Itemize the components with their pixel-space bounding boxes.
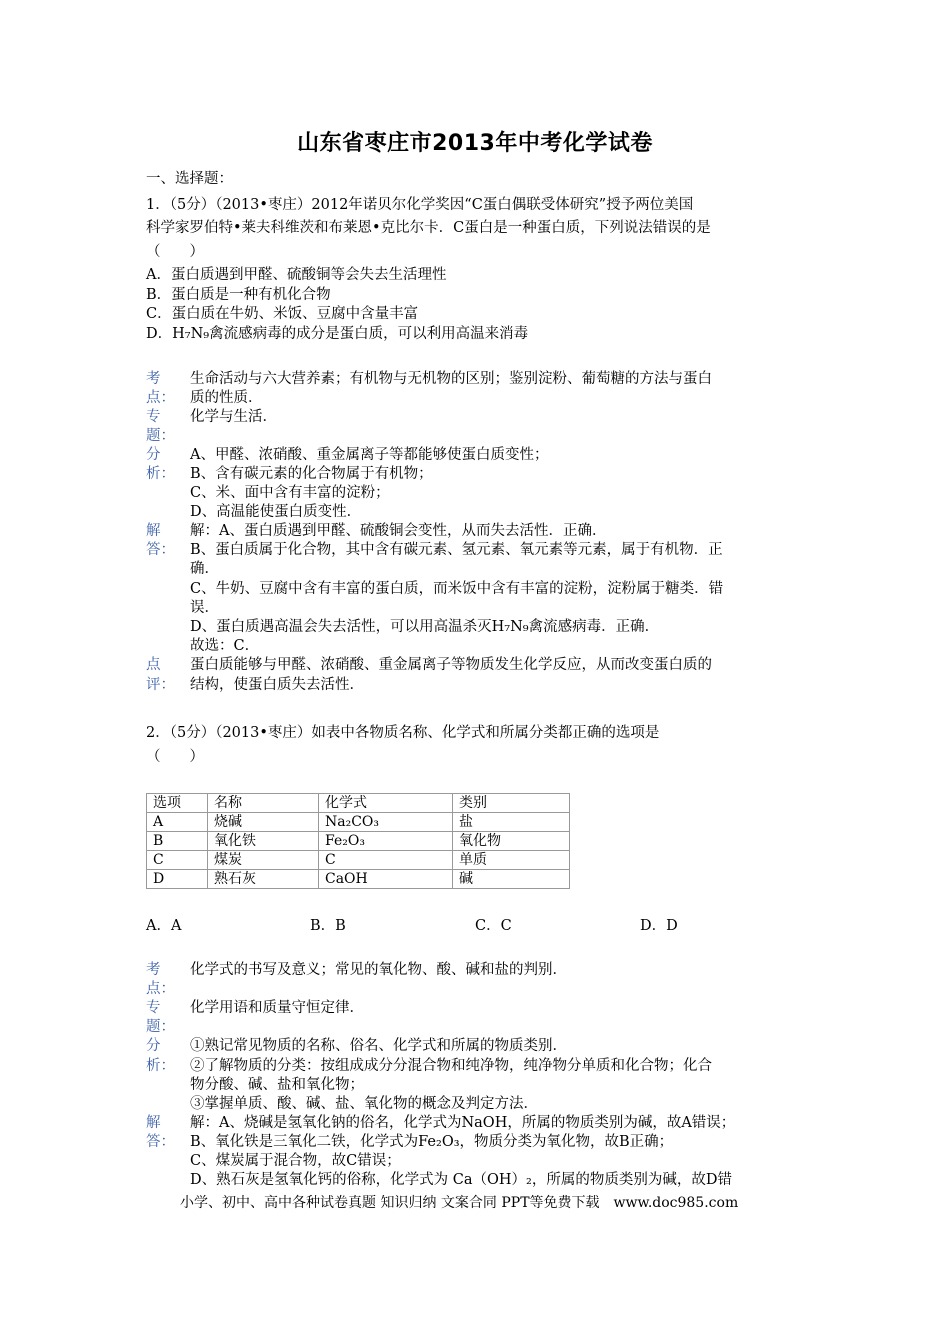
q2-zhuanti-label: 专 — [146, 1000, 161, 1016]
q2-zhuanti-text: 化学用语和质量守恒定律． — [190, 1000, 364, 1016]
q2-fenxi-text: ②了解物质的分类：按组成成分分混合物和纯净物，纯净物分单质和化合物；化合 — [190, 1058, 712, 1074]
q1-kaodian-label: 考 — [146, 371, 161, 387]
table-cell: 氧化铁 — [208, 832, 319, 851]
q2-choice-b: B．B — [310, 918, 346, 934]
q2-kaodian-text: 化学式的书写及意义；常见的氧化物、酸、碱和盐的判别． — [190, 962, 567, 978]
q2-fenxi-text: ①熟记常见物质的名称、俗名、化学式和所属的物质类别． — [190, 1038, 567, 1054]
table-header-cell: 类别 — [453, 794, 570, 813]
q2-fenxi-text: 物分酸、碱、盐和氧化物； — [190, 1077, 364, 1093]
q1-option-a: A．蛋白质遇到甲醛、硫酸铜等会失去生活理性 — [146, 267, 447, 283]
q1-jieda-label: 解 — [146, 523, 161, 539]
q1-option-b: B．蛋白质是一种有机化合物 — [146, 287, 331, 303]
q2-kaodian-label: 点： — [146, 981, 175, 997]
q1-stem-line: （ ） — [146, 244, 204, 260]
q1-fenxi-text: B、含有碳元素的化合物属于有机物； — [190, 466, 433, 482]
q1-jieda-text: B、蛋白质属于化合物，其中含有碳元素、氢元素、氧元素等元素，属于有机物．正 — [190, 542, 723, 558]
table-cell: 单质 — [453, 851, 570, 870]
q1-dianping-label: 评： — [146, 677, 175, 693]
q1-jieda-text: 确． — [190, 561, 219, 577]
table-cell: Fe₂O₃ — [319, 832, 453, 851]
q2-choice-c: C．C — [475, 918, 512, 934]
q2-jieda-text: 解：A、烧碱是氢氧化钠的俗名，化学式为NaOH，所属的物质类别为碱，故A错误； — [190, 1115, 736, 1131]
q2-jieda-text: B、氧化铁是三氧化二铁，化学式为Fe₂O₃，物质分类为氧化物，故B正确； — [190, 1134, 674, 1150]
q1-stem-line: 科学家罗伯特•莱夫科维茨和布莱恩•克比尔卡．C蛋白是一种蛋白质，下列说法错误的是 — [146, 220, 711, 236]
q1-jieda-text: 误． — [190, 600, 219, 616]
table-header-cell: 选项 — [147, 794, 208, 813]
q1-dianping-text: 结构，使蛋白质失去活性． — [190, 677, 364, 693]
q1-kaodian-text: 质的性质． — [190, 390, 263, 406]
q1-jieda-text: 解：A、蛋白质遇到甲醛、硫酸铜会变性，从而失去活性．正确． — [190, 523, 607, 539]
q1-fenxi-label: 析： — [146, 466, 175, 482]
table-row — [147, 813, 570, 832]
table-cell: B — [147, 832, 208, 851]
table-header-row — [147, 794, 570, 813]
table-row — [147, 870, 570, 889]
q1-option-d: D．H₇N₉禽流感病毒的成分是蛋白质，可以利用高温来消毒 — [146, 326, 529, 342]
table-cell: 碱 — [453, 870, 570, 889]
q2-stem-line: （ ） — [146, 749, 204, 765]
q1-stem-line: 1．（5分）（2013•枣庄）2012年诺贝尔化学奖因“C蛋白偶联受体研究”授予两位美国 — [146, 197, 694, 213]
q1-dianping-text: 蛋白质能够与甲醛、浓硝酸、重金属离子等物质发生化学反应，从而改变蛋白质的 — [190, 657, 712, 673]
q2-jieda-text: C、煤炭属于混合物，故C错误； — [190, 1153, 401, 1169]
table-cell: 氧化物 — [453, 832, 570, 851]
q2-options-table — [146, 793, 570, 889]
q2-fenxi-label: 分 — [146, 1038, 161, 1054]
table-cell: 熟石灰 — [208, 870, 319, 889]
table-cell: 烧碱 — [208, 813, 319, 832]
q2-choice-d: D．D — [640, 918, 678, 934]
q1-zhuanti-label: 题： — [146, 428, 175, 444]
q2-fenxi-text: ③掌握单质、酸、碱、盐、氧化物的概念及判定方法． — [190, 1096, 538, 1112]
q2-choice-a: A．A — [146, 918, 182, 934]
table-cell: 盐 — [453, 813, 570, 832]
table-header-cell: 化学式 — [319, 794, 453, 813]
q1-fenxi-text: D、高温能使蛋白质变性． — [190, 504, 362, 520]
q1-fenxi-text: C、米、面中含有丰富的淀粉； — [190, 485, 390, 501]
table-row — [147, 832, 570, 851]
q1-kaodian-text: 生命活动与六大营养素；有机物与无机物的区别；鉴别淀粉、葡萄糖的方法与蛋白 — [190, 371, 712, 387]
q1-jieda-label: 答： — [146, 542, 175, 558]
q1-option-c: C．蛋白质在牛奶、米饭、豆腐中含量丰富 — [146, 306, 419, 322]
table-header-cell: 名称 — [208, 794, 319, 813]
q1-zhuanti-text: 化学与生活． — [190, 409, 277, 425]
q2-fenxi-label: 析： — [146, 1058, 175, 1074]
q2-jieda-label: 答： — [146, 1134, 175, 1150]
q2-jieda-label: 解 — [146, 1115, 161, 1131]
q1-jieda-text: C、牛奶、豆腐中含有丰富的蛋白质，而米饭中含有丰富的淀粉，淀粉属于糖类．错 — [190, 581, 724, 597]
q1-fenxi-text: A、甲醛、浓硝酸、重金属离子等都能够使蛋白质变性； — [190, 447, 549, 463]
q2-zhuanti-label: 题： — [146, 1019, 175, 1035]
q2-kaodian-label: 考 — [146, 962, 161, 978]
table-cell: C — [147, 851, 208, 870]
table-cell: D — [147, 870, 208, 889]
q1-jieda-text: D、蛋白质遇高温会失去活性，可以用高温杀灭H₇N₉禽流感病毒．正确． — [190, 619, 660, 635]
table-cell: Na₂CO₃ — [319, 813, 453, 832]
q2-jieda-text: D、熟石灰是氢氧化钙的俗称，化学式为 Ca（OH）₂，所属的物质类别为碱，故D错 — [190, 1172, 732, 1188]
q1-jieda-text: 故选：C． — [190, 638, 260, 654]
q1-dianping-label: 点 — [146, 657, 161, 673]
page-title: 山东省枣庄市2013年中考化学试卷 — [297, 131, 653, 156]
table-cell: 煤炭 — [208, 851, 319, 870]
q1-fenxi-label: 分 — [146, 447, 161, 463]
q1-kaodian-label: 点： — [146, 390, 175, 406]
q1-zhuanti-label: 专 — [146, 409, 161, 425]
table-cell: CaOH — [319, 870, 453, 889]
table-row — [147, 851, 570, 870]
page-footer: 小学、初中、高中各种试卷真题 知识归纳 文案合同 PPT等免费下载 www.doc985.com — [180, 1195, 739, 1211]
table-cell: C — [319, 851, 453, 870]
q2-stem-line: 2．（5分）（2013•枣庄）如表中各物质名称、化学式和所属分类都正确的选项是 — [146, 725, 660, 741]
table-cell: A — [147, 813, 208, 832]
section-heading: 一、选择题： — [146, 171, 233, 187]
